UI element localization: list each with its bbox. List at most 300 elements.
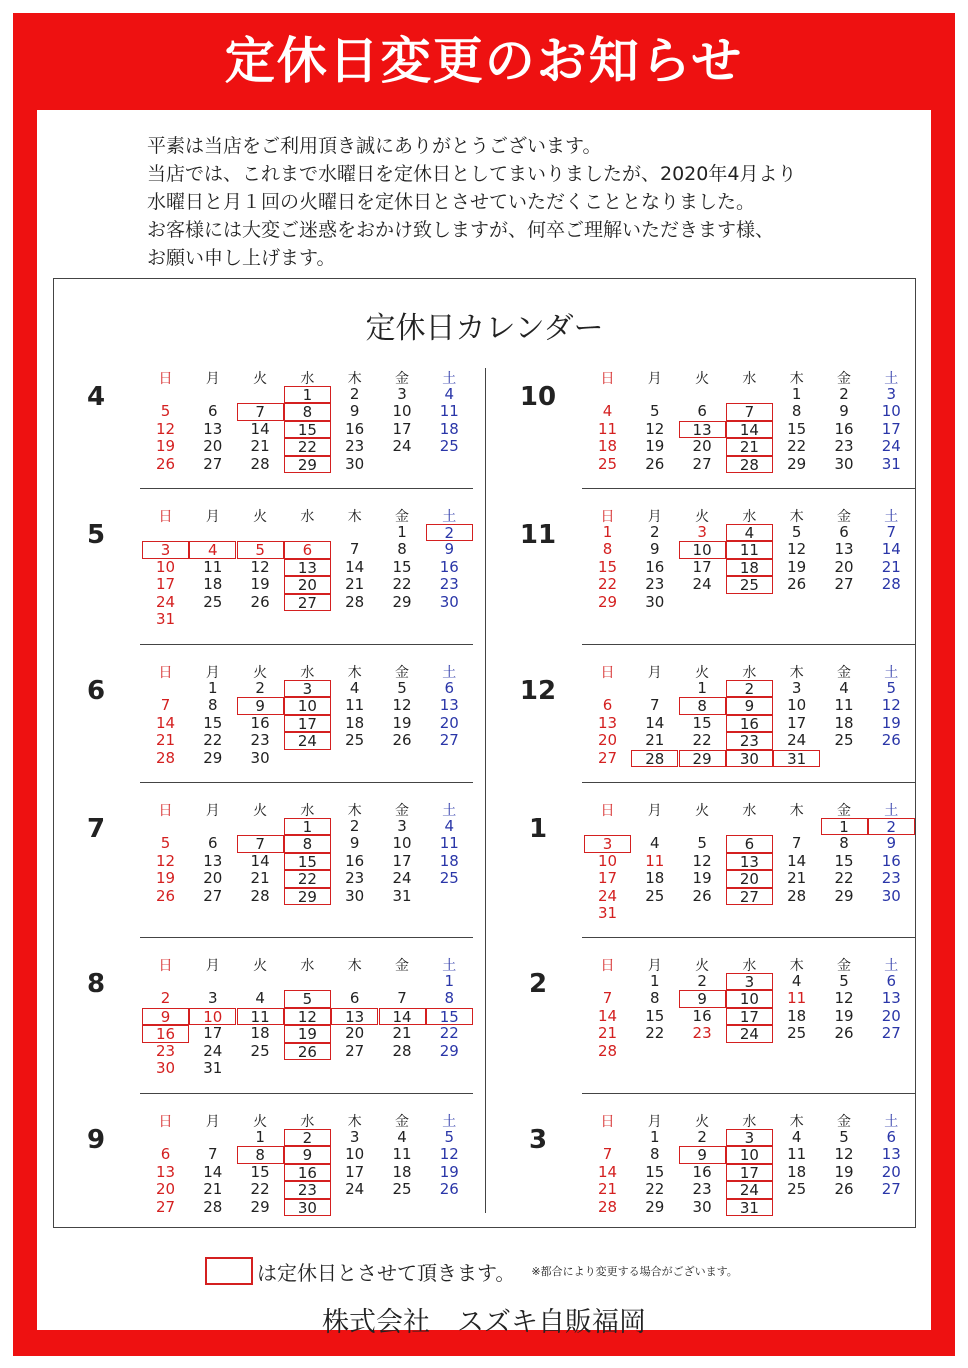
calendar-day: 28 <box>203 1197 223 1216</box>
calendar-day: 23 <box>439 575 459 594</box>
calendar-day: 14 <box>645 713 665 732</box>
calendar-day: 25 <box>597 454 618 473</box>
calendar-day: 13 <box>284 559 331 576</box>
calendar-day: 23 <box>284 1181 331 1198</box>
calendar-day: 15 <box>426 1008 473 1025</box>
month-separator <box>140 937 473 938</box>
weekday-header: 金 <box>395 371 409 387</box>
calendar-day: 6 <box>284 541 331 558</box>
calendar-day: 30 <box>345 886 365 905</box>
calendar-day: 18 <box>645 869 665 888</box>
weekday-header: 水 <box>742 803 757 819</box>
calendar-day: 29 <box>787 454 807 473</box>
calendar-day: 29 <box>597 592 618 611</box>
calendar-day: 28 <box>881 575 901 594</box>
calendar-day: 5 <box>444 1128 455 1146</box>
weekday-header: 日 <box>600 665 615 681</box>
month-7 <box>68 800 459 950</box>
calendar-day: 1 <box>255 1128 265 1146</box>
calendar-day: 23 <box>881 869 901 888</box>
weekday-header: 水 <box>300 509 315 525</box>
calendar-day: 27 <box>881 1024 901 1043</box>
calendar-day: 19 <box>439 1162 459 1181</box>
calendar-day: 30 <box>439 592 459 611</box>
company-name: 株式会社 スズキ自販福岡 <box>322 1307 646 1338</box>
calendar-day: 18 <box>726 559 773 576</box>
calendar-day: 7 <box>397 989 407 1008</box>
calendar-day: 11 <box>726 541 773 558</box>
calendar-day: 29 <box>392 592 412 611</box>
weekday-header: 金 <box>395 803 409 819</box>
weekday-header: 金 <box>837 665 851 681</box>
calendar-day: 3 <box>584 835 631 852</box>
weekday-header: 火 <box>695 509 710 525</box>
month-number: 1 <box>528 814 548 844</box>
calendar-day: 4 <box>602 402 613 421</box>
calendar-day: 8 <box>284 403 331 420</box>
calendar-day: 27 <box>439 731 459 750</box>
calendar-day: 1 <box>821 818 868 835</box>
calendar-day: 9 <box>839 402 849 421</box>
weekday-header: 水 <box>300 958 315 974</box>
calendar-day: 5 <box>237 541 284 558</box>
calendar-day: 8 <box>839 834 849 853</box>
calendar-day: 17 <box>597 869 618 888</box>
calendar-day: 20 <box>692 437 712 456</box>
calendar-day: 10 <box>726 990 773 1007</box>
calendar-day: 10 <box>345 1145 365 1164</box>
page-title: 定休日変更のお知らせ <box>224 32 744 90</box>
month-10 <box>510 368 901 518</box>
calendar-day: 14 <box>203 1162 223 1181</box>
weekday-header: 水 <box>742 958 757 974</box>
calendar-day: 29 <box>250 1197 270 1216</box>
calendar-day: 27 <box>203 886 223 905</box>
calendar-day: 1 <box>397 523 407 541</box>
calendar-day: 11 <box>834 696 854 715</box>
calendar-day: 9 <box>284 1146 331 1163</box>
weekday-header: 水 <box>742 509 757 525</box>
calendar-day: 28 <box>597 1197 618 1216</box>
calendar-day: 11 <box>392 1145 412 1164</box>
calendar-day: 19 <box>834 1162 854 1181</box>
calendar-day: 5 <box>839 1128 849 1146</box>
calendar-day: 7 <box>602 989 613 1008</box>
calendar-day: 13 <box>726 853 773 870</box>
calendar-day: 2 <box>284 1129 331 1146</box>
calendar-day: 6 <box>697 402 707 421</box>
calendar-day: 27 <box>597 748 618 767</box>
weekday-header: 日 <box>158 371 173 387</box>
calendar-day: 24 <box>881 437 901 456</box>
calendar-day: 7 <box>886 523 897 541</box>
calendar-day: 31 <box>726 1199 773 1216</box>
calendar-day: 30 <box>692 1197 712 1216</box>
calendar-day: 30 <box>645 592 665 611</box>
calendar-day: 16 <box>834 419 854 438</box>
calendar-day: 28 <box>631 750 678 767</box>
month-separator <box>582 1093 915 1094</box>
calendar-day: 15 <box>692 713 712 732</box>
calendar-day: 6 <box>444 679 455 697</box>
weekday-header: 水 <box>300 371 315 387</box>
weekday-header: 日 <box>158 958 173 974</box>
month-6 <box>68 662 459 812</box>
calendar-day: 23 <box>692 1180 712 1199</box>
weekday-header: 水 <box>300 803 315 819</box>
weekday-header: 火 <box>253 1114 268 1130</box>
calendar-day: 22 <box>250 1180 270 1199</box>
weekday-header: 火 <box>253 958 268 974</box>
weekday-header: 月 <box>205 665 220 681</box>
calendar-day: 26 <box>881 731 901 750</box>
calendar-day: 31 <box>155 610 176 628</box>
weekday-header: 木 <box>347 1114 362 1130</box>
calendar-day: 2 <box>697 972 707 990</box>
month-number: 5 <box>86 520 106 550</box>
weekday-header: 月 <box>647 509 662 525</box>
weekday-header: 木 <box>347 371 362 387</box>
calendar-day: 16 <box>345 851 365 870</box>
calendar-day: 14 <box>597 1006 618 1025</box>
calendar-day: 20 <box>597 731 618 750</box>
calendar-day: 7 <box>160 696 171 715</box>
calendar-day: 27 <box>203 454 223 473</box>
calendar-day: 29 <box>645 1197 665 1216</box>
calendar-day: 9 <box>142 1008 189 1025</box>
calendar-day: 9 <box>650 540 660 559</box>
month-separator <box>582 937 915 938</box>
calendar-day: 10 <box>597 851 618 870</box>
calendar-day: 20 <box>834 557 854 576</box>
calendar-day: 13 <box>679 421 726 438</box>
calendar-day: 7 <box>726 403 773 420</box>
month-number: 4 <box>86 382 106 412</box>
calendar-day: 12 <box>692 851 712 870</box>
calendar-day: 26 <box>284 1043 331 1060</box>
calendar-day: 11 <box>203 557 223 576</box>
intro-text <box>147 132 907 272</box>
legend-text: は定休日とさせて頂きます。 <box>257 1260 516 1285</box>
month-number: 9 <box>86 1125 106 1155</box>
calendar-day: 7 <box>791 834 802 853</box>
calendar-day: 26 <box>250 592 270 611</box>
calendar-day: 7 <box>650 696 660 715</box>
calendar-title: 定休日カレンダー <box>365 311 604 346</box>
weekday-header: 木 <box>347 509 362 525</box>
calendar-day: 11 <box>237 1008 284 1025</box>
month-number: 12 <box>519 676 557 706</box>
calendar-day: 21 <box>726 438 773 455</box>
closed-day-swatch <box>205 1257 253 1285</box>
calendar-day: 14 <box>881 540 901 559</box>
calendar-day: 11 <box>597 419 618 438</box>
calendar-day: 25 <box>203 592 223 611</box>
calendar-day: 17 <box>692 557 712 576</box>
weekday-header: 火 <box>695 803 710 819</box>
calendar-day: 27 <box>692 454 712 473</box>
calendar-day: 13 <box>203 419 223 438</box>
weekday-header: 金 <box>837 509 851 525</box>
calendar-day: 13 <box>203 851 223 870</box>
calendar-day: 13 <box>155 1162 176 1181</box>
calendar-day: 22 <box>284 438 331 455</box>
calendar-day: 25 <box>439 869 459 888</box>
calendar-day: 1 <box>650 972 660 990</box>
calendar-day: 8 <box>284 835 331 852</box>
calendar-day: 29 <box>679 750 726 767</box>
calendar-day: 21 <box>392 1024 412 1043</box>
calendar-day: 19 <box>284 1025 331 1042</box>
calendar-day: 17 <box>284 715 331 732</box>
calendar-day: 17 <box>392 851 412 870</box>
weekday-header: 火 <box>253 665 268 681</box>
calendar-day: 6 <box>886 1128 897 1146</box>
weekday-header: 月 <box>647 958 662 974</box>
calendar-day: 4 <box>791 972 802 990</box>
weekday-header: 土 <box>884 665 899 681</box>
calendar-day: 29 <box>284 456 331 473</box>
calendar-day: 24 <box>692 575 712 594</box>
weekday-header: 日 <box>600 1114 615 1130</box>
calendar-day: 21 <box>787 869 807 888</box>
weekday-header: 水 <box>742 665 757 681</box>
calendar-day: 15 <box>284 853 331 870</box>
calendar-day: 28 <box>726 456 773 473</box>
calendar-day: 10 <box>679 541 726 558</box>
calendar-day: 4 <box>397 1128 407 1146</box>
calendar-day: 30 <box>250 748 270 767</box>
calendar-day: 29 <box>834 886 854 905</box>
calendar-day: 17 <box>203 1024 223 1043</box>
calendar-day: 8 <box>679 697 726 714</box>
calendar-day: 6 <box>160 1145 171 1164</box>
calendar-day: 16 <box>645 557 665 576</box>
calendar-day: 25 <box>250 1041 270 1060</box>
calendar-day: 27 <box>345 1041 365 1060</box>
calendar-day: 24 <box>726 1181 773 1198</box>
calendar-day: 3 <box>886 385 897 403</box>
calendar-day: 28 <box>250 886 270 905</box>
calendar-day: 25 <box>439 437 459 456</box>
calendar-day: 26 <box>439 1180 459 1199</box>
intro-line: お願い申し上げます。 <box>147 247 336 269</box>
weekday-header: 火 <box>695 665 710 681</box>
calendar-day: 16 <box>726 715 773 732</box>
calendar-day: 4 <box>839 679 849 697</box>
calendar-day: 20 <box>726 870 773 887</box>
calendar-day: 6 <box>208 402 218 421</box>
month-number: 6 <box>86 676 106 706</box>
calendar-day: 21 <box>345 575 365 594</box>
weekday-header: 金 <box>395 958 409 974</box>
calendar-day: 3 <box>791 679 802 697</box>
calendar-day: 3 <box>726 973 773 990</box>
calendar-day: 16 <box>345 419 365 438</box>
calendar-day: 14 <box>345 557 365 576</box>
calendar-day: 22 <box>392 575 412 594</box>
weekday-header: 火 <box>253 371 268 387</box>
calendar-day: 22 <box>834 869 854 888</box>
calendar-day: 25 <box>787 1180 807 1199</box>
calendar-day: 7 <box>349 540 360 559</box>
calendar-day: 14 <box>379 1008 426 1025</box>
calendar-day: 22 <box>284 870 331 887</box>
calendar-day: 4 <box>444 817 455 835</box>
calendar-day: 27 <box>155 1197 176 1216</box>
calendar-day: 10 <box>155 557 176 576</box>
calendar-day: 17 <box>881 419 901 438</box>
calendar-day: 4 <box>255 989 265 1008</box>
calendar-day: 23 <box>834 437 854 456</box>
calendar-day: 8 <box>650 1145 660 1164</box>
weekday-header: 金 <box>837 958 851 974</box>
calendar-day: 3 <box>697 523 707 541</box>
weekday-header: 日 <box>600 509 615 525</box>
calendar-day: 18 <box>392 1162 412 1181</box>
calendar-day: 6 <box>349 989 360 1008</box>
calendar-day: 9 <box>886 834 897 853</box>
weekday-header: 月 <box>205 1114 220 1130</box>
weekday-header: 木 <box>347 803 362 819</box>
weekday-header: 日 <box>600 803 615 819</box>
calendar-day: 6 <box>726 835 773 852</box>
weekday-header: 日 <box>158 1114 173 1130</box>
calendar-day: 12 <box>787 540 807 559</box>
calendar-day: 23 <box>645 575 665 594</box>
calendar-day: 5 <box>160 834 171 853</box>
calendar-day: 10 <box>787 696 807 715</box>
calendar-day: 2 <box>426 524 473 541</box>
calendar-day: 23 <box>250 731 270 750</box>
calendar-day: 19 <box>645 437 665 456</box>
calendar-day: 5 <box>650 402 660 421</box>
month-separator <box>140 1093 473 1094</box>
weekday-header: 木 <box>347 665 362 681</box>
calendar-day: 2 <box>726 680 773 697</box>
calendar-day: 22 <box>787 437 807 456</box>
month-3 <box>510 1111 901 1261</box>
calendar-day: 10 <box>284 697 331 714</box>
calendar-day: 15 <box>203 713 223 732</box>
weekday-header: 火 <box>695 1114 710 1130</box>
weekday-header: 金 <box>837 803 851 819</box>
calendar-day: 31 <box>203 1059 223 1077</box>
calendar-day: 7 <box>602 1145 613 1164</box>
weekday-header: 月 <box>205 958 220 974</box>
calendar-day: 13 <box>439 696 459 715</box>
calendar-day: 27 <box>834 575 854 594</box>
calendar-day: 10 <box>392 834 412 853</box>
calendar-day: 12 <box>834 989 854 1008</box>
calendar-day: 3 <box>142 541 189 558</box>
calendar-day: 24 <box>726 1025 773 1042</box>
calendar-day: 16 <box>284 1164 331 1181</box>
calendar-day: 2 <box>349 385 360 403</box>
calendar-day: 23 <box>345 437 365 456</box>
calendar-day: 21 <box>597 1024 618 1043</box>
weekday-header: 金 <box>395 509 409 525</box>
calendar-day: 20 <box>203 437 223 456</box>
calendar-day: 9 <box>237 697 284 714</box>
calendar-day: 26 <box>155 454 176 473</box>
weekday-header: 金 <box>837 1114 851 1130</box>
calendar-day: 21 <box>203 1180 223 1199</box>
calendar-day: 17 <box>345 1162 365 1181</box>
calendar-day: 2 <box>349 817 360 835</box>
calendar-day: 21 <box>597 1180 618 1199</box>
calendar-day: 30 <box>834 454 854 473</box>
calendar-day: 31 <box>597 904 618 922</box>
weekday-header: 火 <box>253 803 268 819</box>
calendar-day: 10 <box>189 1008 236 1025</box>
month-separator <box>582 782 915 783</box>
calendar-day: 9 <box>349 834 360 853</box>
weekday-header: 土 <box>442 803 457 819</box>
calendar-day: 8 <box>791 402 802 421</box>
calendar-day: 13 <box>331 1008 378 1025</box>
calendar-day: 12 <box>284 1008 331 1025</box>
calendar-day: 19 <box>155 437 176 456</box>
legend-note: ※都合により変更する場合がございます。 <box>531 1265 738 1278</box>
notice-body <box>37 110 931 1338</box>
weekday-header: 金 <box>395 1114 409 1130</box>
month-2 <box>510 955 901 1105</box>
calendar-day: 22 <box>645 1024 665 1043</box>
calendar-day: 26 <box>834 1180 854 1199</box>
calendar-day: 4 <box>189 541 236 558</box>
calendar-day: 1 <box>284 818 331 835</box>
weekday-header: 水 <box>742 371 757 387</box>
calendar-day: 6 <box>839 523 849 541</box>
month-5 <box>68 506 459 656</box>
weekday-header: 土 <box>884 803 899 819</box>
calendar-day: 11 <box>345 696 365 715</box>
calendar-day: 25 <box>345 731 365 750</box>
calendar-day: 15 <box>250 1162 270 1181</box>
calendar-day: 18 <box>834 713 854 732</box>
calendar-day: 1 <box>650 1128 660 1146</box>
calendar-day: 13 <box>834 540 854 559</box>
weekday-header: 土 <box>442 1114 457 1130</box>
calendar-day: 12 <box>392 696 412 715</box>
weekday-header: 火 <box>253 509 268 525</box>
calendar-day: 23 <box>726 732 773 749</box>
calendar-day: 28 <box>787 886 807 905</box>
weekday-header: 月 <box>205 371 220 387</box>
calendar-day: 21 <box>645 731 665 750</box>
weekday-header: 月 <box>647 1114 662 1130</box>
weekday-header: 月 <box>647 371 662 387</box>
calendar-day: 8 <box>397 540 407 559</box>
month-number: 8 <box>86 969 106 999</box>
intro-line: 平素は当店をご利用頂き誠にありがとうございます。 <box>147 135 602 157</box>
month-12 <box>510 662 901 812</box>
calendar-day: 17 <box>787 713 807 732</box>
calendar-day: 20 <box>203 869 223 888</box>
calendar-day: 24 <box>597 886 618 905</box>
calendar-day: 22 <box>439 1024 459 1043</box>
weekday-header: 土 <box>442 665 457 681</box>
calendar-day: 16 <box>250 713 270 732</box>
calendar-day: 12 <box>881 696 901 715</box>
calendar-day: 18 <box>597 437 618 456</box>
weekday-header: 日 <box>600 958 615 974</box>
month-separator <box>140 644 473 645</box>
month-8 <box>68 955 459 1105</box>
intro-line: 当店では、これまで水曜日を定休日としてまいりましたが、2020年4月より <box>147 163 797 185</box>
calendar-day: 23 <box>692 1024 712 1043</box>
